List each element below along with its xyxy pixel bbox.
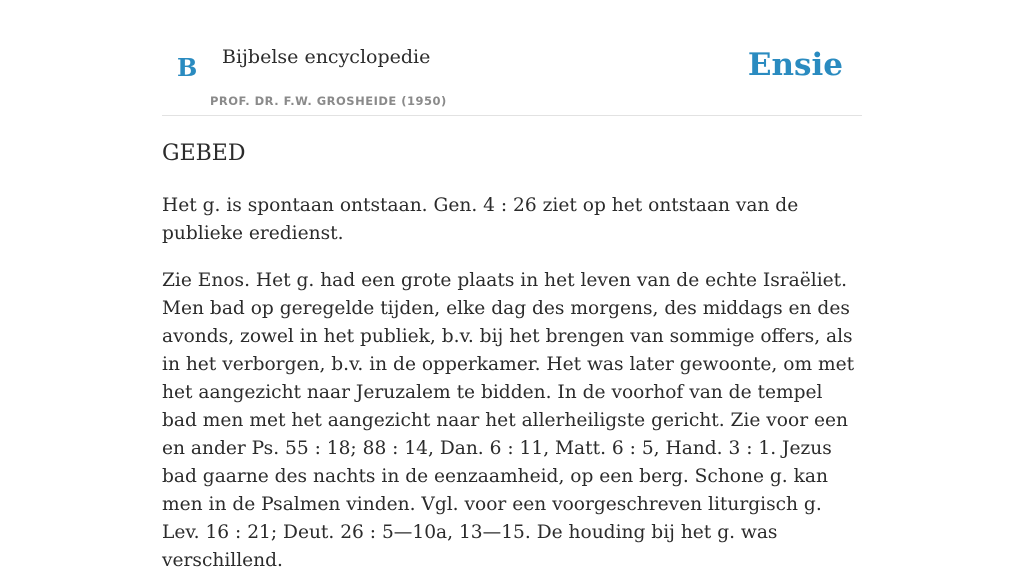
book-title[interactable]: Bijbelse encyclopedie xyxy=(222,46,431,68)
entry-paragraph: Het g. is spontaan ontstaan. Gen. 4 : 26 ziet op het ontstaan van de publieke eredienst. xyxy=(162,195,799,244)
page-container xyxy=(162,0,862,571)
header xyxy=(162,0,862,116)
ensie-logo-link[interactable]: Ensie xyxy=(747,47,843,83)
entry-paragraph: Zie Enos. Het g. had een grote plaats in het leven van de echte Israëliet. Men bad op geregelde tijden, elke dag des morgens, des middags en des avonds, zowel in het publiek, b.v. bij het brengen van sommige offers, als in het verborgen, b.v. in de opperkamer. Het was later gewoonte, om met het aangezicht naar Jeruzalem te bidden. In de voorhof van de tempel bad men met het aangezicht naar het allerheiligste gericht. Zie voor een en ander Ps. 55 : 18; 88 : 14, Dan. 6 : 11, Matt. 6 : 5, Hand. 3 : 1. Jezus bad gaarne des nachts in de eenzaamheid, op een berg. Schone g. kan men in de Psalmen vinden. Vgl. voor een voorgeschreven liturgisch g. Lev. 16 : 21; Deut. 26 : 5—10a, 13—15. De houding bij het g. was verschillend. xyxy=(162,270,855,571)
book-author: PROF. DR. F.W. GROSHEIDE (1950) xyxy=(210,94,447,108)
book-logo-letter[interactable]: B xyxy=(177,53,198,82)
entry-title: GEBED xyxy=(162,141,246,166)
